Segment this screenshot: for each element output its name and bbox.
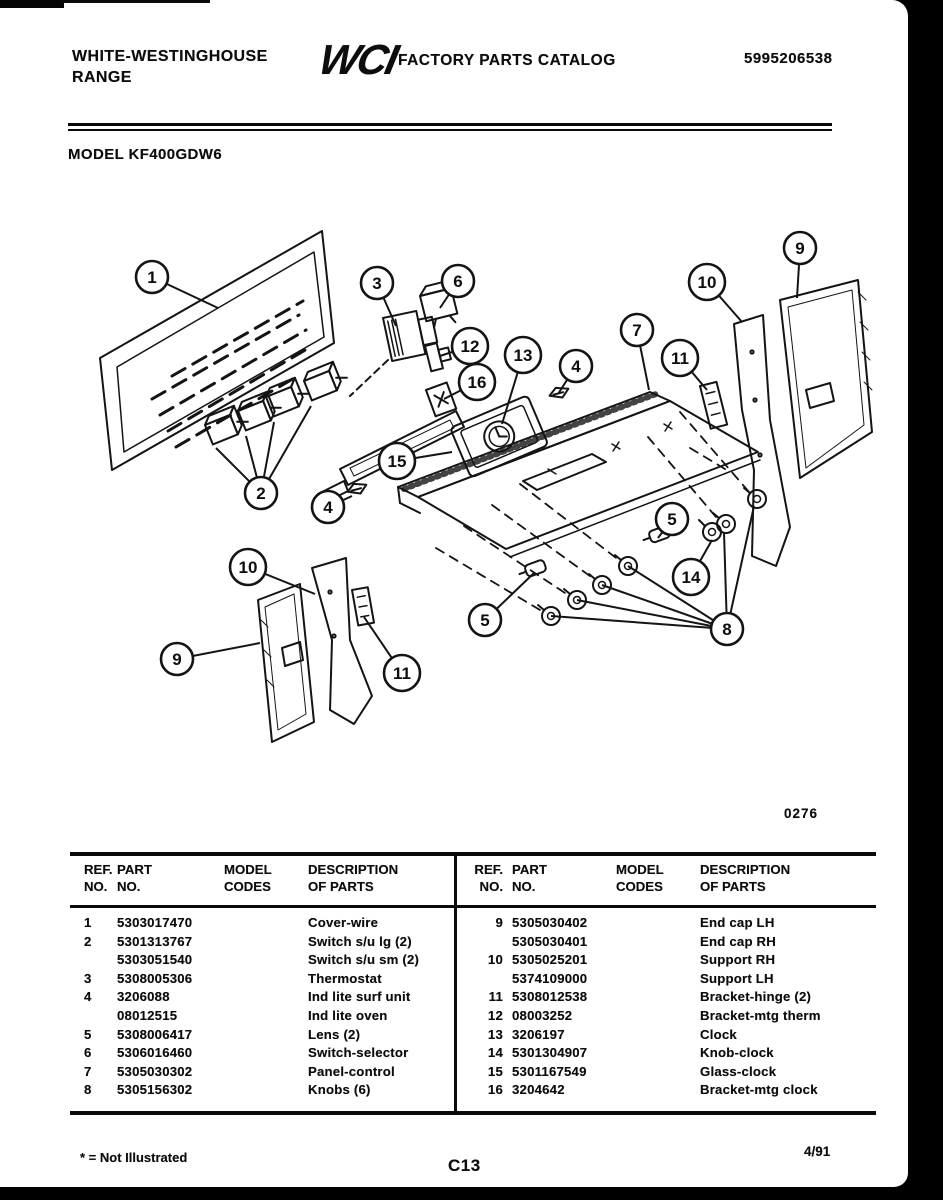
part-cell: 3204642: [512, 1082, 565, 1098]
callout-10: [689, 264, 742, 322]
callout-9: [161, 643, 260, 675]
svg-text:1: 1: [147, 268, 157, 287]
callout-11: [662, 340, 707, 390]
ref-cell: 6: [84, 1045, 92, 1061]
desc-cell: Clock: [700, 1026, 737, 1042]
part-row: [70, 933, 454, 952]
wci-logo: WCI: [315, 36, 401, 83]
part-row: [457, 951, 876, 970]
desc-cell: End cap RH: [700, 933, 777, 949]
desc-cell: Cover-wire: [308, 915, 379, 930]
part-cell: 5308012538: [512, 989, 588, 1005]
publication-number: 5995206538: [744, 50, 833, 67]
catalog-title: FACTORY PARTS CATALOG: [398, 52, 616, 69]
callout-2: [216, 406, 311, 509]
part-cell: 5301304907: [512, 1045, 588, 1061]
part-cell: 5306016460: [117, 1045, 193, 1061]
ref-cell: 15: [487, 1063, 503, 1079]
table-body-left: [70, 914, 454, 1100]
brand-line1: WHITE-WESTINGHOUSE: [72, 48, 268, 65]
ref-cell: 9: [495, 915, 503, 930]
part-cell: 5305025201: [512, 952, 588, 968]
desc-cell: Glass-clock: [700, 1063, 777, 1079]
desc-cell: Knobs (6): [308, 1082, 371, 1098]
callout-6: [440, 265, 474, 308]
parts-table-right: [457, 852, 876, 1115]
desc-cell: Switch-selector: [308, 1045, 409, 1061]
ref-cell: 4: [84, 989, 92, 1005]
part-cell: 5305156302: [117, 1082, 193, 1098]
part-cell: 5308005306: [117, 970, 193, 986]
desc-cell: Panel-control: [308, 1063, 395, 1079]
svg-text:15: 15: [387, 452, 407, 471]
part-row: [457, 1026, 876, 1045]
ref-cell: 13: [487, 1026, 503, 1042]
part-row: [457, 1081, 876, 1100]
ref-cell: 12: [487, 1007, 503, 1023]
codes-cell: [600, 1063, 684, 1082]
part-row: [70, 1026, 454, 1045]
exploded-parts-diagram: [70, 200, 890, 820]
table-header-right: [457, 852, 876, 895]
cover-wire-panel: [100, 231, 334, 470]
codes-cell: [600, 1044, 684, 1063]
capillary-tube: [350, 360, 388, 396]
model-number: MODEL KF400GDW6: [68, 146, 223, 163]
codes-cell: [208, 1063, 292, 1082]
ref-cell: [473, 970, 503, 989]
part-row: [457, 1044, 876, 1063]
part-row: [70, 1063, 454, 1082]
column-header: DESCRIPTION OF PARTS: [308, 862, 399, 894]
part-cell: 5303051540: [117, 952, 193, 968]
codes-cell: [208, 951, 292, 970]
figure-number: 0276: [784, 806, 819, 821]
svg-text:3: 3: [372, 274, 382, 293]
codes-cell: [600, 1007, 684, 1026]
revision-date: 4/91: [804, 1144, 831, 1159]
callout-14: [673, 540, 712, 595]
parts-table: [70, 852, 876, 1115]
column-header: MODEL CODES: [616, 862, 664, 894]
callout-1: [136, 261, 218, 308]
callout-5: [656, 503, 688, 538]
ref-cell: [84, 951, 108, 970]
column-header: MODEL CODES: [224, 862, 272, 894]
ref-cell: 1: [84, 915, 92, 930]
table-body-right: [457, 914, 876, 1100]
control-panel: [398, 392, 760, 557]
column-header: REF. NO.: [84, 862, 113, 894]
part-row: [457, 914, 876, 933]
codes-cell: [600, 970, 684, 989]
part-cell: 5303017470: [117, 915, 193, 930]
brand-title: [72, 46, 268, 88]
svg-text:9: 9: [172, 650, 182, 669]
part-row: [70, 951, 454, 970]
callout-4: [558, 350, 592, 394]
part-row: [457, 933, 876, 952]
codes-cell: [600, 914, 684, 933]
svg-text:12: 12: [460, 337, 480, 356]
part-row: [70, 970, 454, 989]
svg-text:13: 13: [513, 346, 533, 365]
ref-cell: 11: [488, 989, 503, 1005]
parts-table-left: [70, 852, 454, 1115]
svg-text:2: 2: [256, 484, 266, 503]
ref-cell: 2: [84, 933, 92, 949]
part-row: [457, 988, 876, 1007]
svg-text:10: 10: [697, 273, 717, 292]
desc-cell: Bracket-mtg clock: [700, 1082, 818, 1098]
callout-10: [230, 549, 315, 594]
callout-4: [312, 491, 352, 523]
part-row: [70, 1081, 454, 1100]
codes-cell: [600, 1026, 684, 1045]
part-cell: 08012515: [117, 1007, 178, 1023]
desc-cell: Lens (2): [308, 1026, 361, 1042]
codes-cell: [208, 1081, 292, 1100]
page-number: C13: [448, 1156, 481, 1175]
svg-text:7: 7: [632, 321, 642, 340]
ref-cell: 5: [84, 1026, 92, 1042]
svg-text:6: 6: [453, 272, 463, 291]
callout-11: [364, 617, 420, 691]
header-rule: [68, 123, 832, 131]
ref-cell: 10: [487, 952, 503, 968]
callout-5: [469, 573, 534, 636]
part-row: [70, 1044, 454, 1063]
callout-9: [784, 232, 816, 298]
not-illustrated-footnote: * = Not Illustrated: [80, 1150, 188, 1165]
svg-text:4: 4: [571, 357, 581, 376]
part-cell: 5305030401: [512, 933, 588, 949]
part-row: [457, 970, 876, 989]
part-row: [457, 1007, 876, 1026]
screw-clip-lower: [346, 481, 368, 497]
surface-switches: [202, 359, 350, 444]
callout-16: [444, 364, 495, 400]
part-cell: 5374109000: [512, 970, 588, 986]
scan-artifact-bar-thin: [60, 0, 210, 3]
bracket-mtg-therm: [425, 341, 453, 372]
codes-cell: [208, 1044, 292, 1063]
svg-text:4: 4: [323, 498, 333, 517]
part-row: [70, 988, 454, 1007]
column-header: DESCRIPTION OF PARTS: [700, 862, 791, 894]
part-cell: 08003252: [512, 1007, 573, 1023]
callout-12: [440, 328, 488, 364]
desc-cell: Thermostat: [308, 970, 382, 986]
desc-cell: Switch s/u lg (2): [308, 933, 412, 949]
svg-text:11: 11: [671, 349, 689, 368]
svg-text:5: 5: [480, 611, 490, 630]
ref-cell: 16: [487, 1082, 503, 1098]
part-cell: 3206088: [117, 989, 170, 1005]
codes-cell: [600, 951, 684, 970]
ref-cell: [473, 933, 503, 952]
callout-7: [621, 314, 653, 390]
support-right: [734, 315, 790, 566]
desc-cell: Knob-clock: [700, 1045, 774, 1061]
codes-cell: [208, 933, 292, 952]
desc-cell: Support RH: [700, 952, 776, 968]
codes-cell: [208, 1007, 292, 1026]
lens-left: [517, 559, 546, 580]
svg-text:8: 8: [722, 620, 732, 639]
svg-text:10: 10: [238, 558, 258, 577]
part-cell: 5301167549: [512, 1063, 587, 1079]
desc-cell: Support LH: [700, 970, 774, 986]
svg-text:16: 16: [467, 373, 487, 392]
codes-cell: [208, 914, 292, 933]
part-row: [70, 1007, 454, 1026]
desc-cell: Switch s/u sm (2): [308, 952, 420, 968]
desc-cell: Ind lite surf unit: [308, 989, 411, 1005]
svg-text:9: 9: [795, 239, 805, 258]
desc-cell: Bracket-mtg therm: [700, 1007, 821, 1023]
codes-cell: [208, 970, 292, 989]
part-row: [457, 1063, 876, 1082]
codes-cell: [600, 988, 684, 1007]
end-cap-left: [258, 584, 314, 742]
desc-cell: Ind lite oven: [308, 1007, 388, 1023]
svg-text:14: 14: [681, 568, 701, 587]
ref-cell: 3: [84, 970, 92, 986]
codes-cell: [600, 933, 684, 952]
ref-cell: 14: [487, 1045, 503, 1061]
support-left: [312, 558, 372, 724]
table-header-left: [70, 852, 454, 895]
part-cell: 5308006417: [117, 1026, 193, 1042]
svg-text:11: 11: [393, 664, 411, 683]
part-cell: 5305030302: [117, 1063, 193, 1079]
bracket-hinge-left: [352, 587, 374, 625]
scan-artifact-bar: [0, 0, 64, 8]
part-cell: 5305030402: [512, 915, 588, 930]
bracket-mtg-clock: [426, 382, 456, 416]
codes-cell: [600, 1081, 684, 1100]
ref-cell: 8: [84, 1082, 92, 1098]
part-row: [70, 914, 454, 933]
svg-text:5: 5: [667, 510, 677, 529]
desc-cell: End cap LH: [700, 915, 775, 930]
desc-cell: Bracket-hinge (2): [700, 989, 812, 1005]
codes-cell: [208, 1026, 292, 1045]
ref-cell: [84, 1007, 108, 1026]
codes-cell: [208, 988, 292, 1007]
part-cell: 5301313767: [117, 933, 193, 949]
column-header: PART NO.: [117, 862, 152, 894]
end-cap-right: [780, 280, 872, 478]
column-header: REF. NO.: [474, 862, 503, 894]
ref-cell: 7: [84, 1063, 92, 1079]
part-cell: 3206197: [512, 1026, 565, 1042]
column-header: PART NO.: [512, 862, 547, 894]
brand-line2: RANGE: [72, 69, 132, 86]
